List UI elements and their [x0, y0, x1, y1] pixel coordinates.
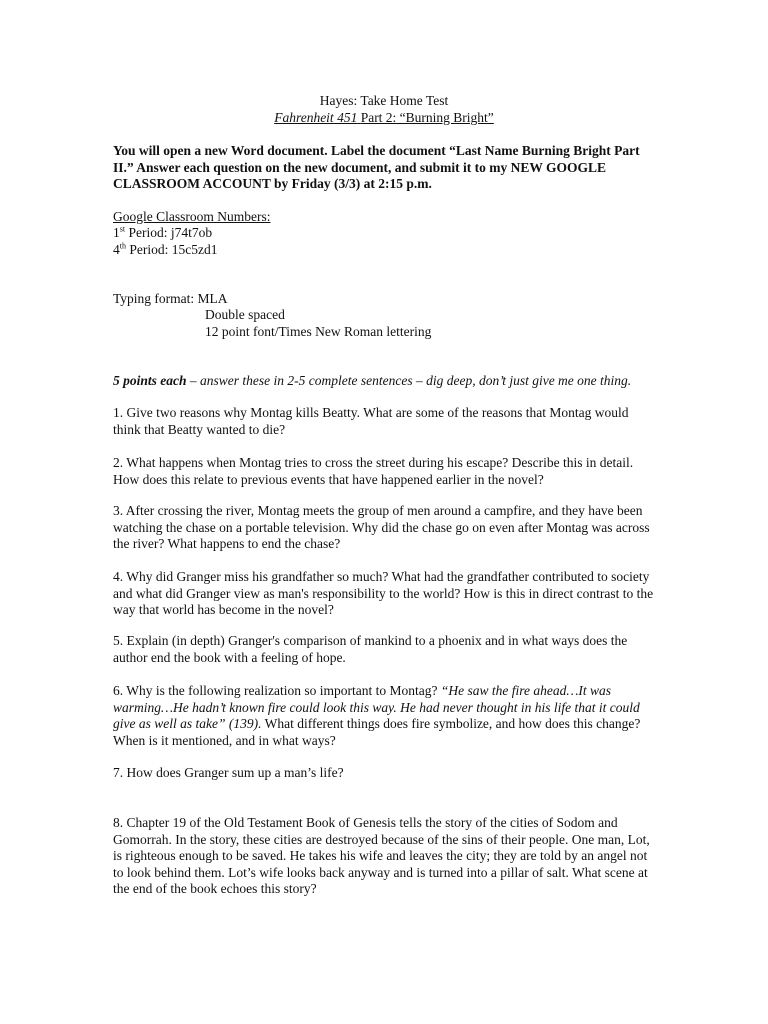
points-instruction: [113, 373, 658, 390]
question-3: 3. After crossing the river, Montag meets the group of men around a campfire, and they have been watching the chase on a portable television. Why did the chase go on even after Montag was across the river? What happens to end the chase?: [113, 503, 650, 551]
period-4-code: [113, 242, 658, 259]
question-4: 4. Why did Granger miss his grandfather so much? What had the grandfather contributed to society and what did Granger view as man's responsibility to the world? How is this in direct contrast to the way that world has become in the novel?: [113, 569, 654, 617]
part-title: Part 2: “Burning Bright”: [360, 110, 494, 125]
question-1: 1. Give two reasons why Montag kills Beatty. What are some of the reasons that Montag would think that Beatty wanted to die?: [113, 405, 629, 437]
question-2: 2. What happens when Montag tries to cross the street during his escape? Describe this in detail. How does this relate to previous events that have happened earlier in the novel?: [113, 455, 634, 487]
period-4-num: 4: [113, 242, 120, 257]
format-line-2: Double spaced: [205, 307, 285, 322]
period-1-num: 1: [113, 225, 120, 240]
points-rest: – answer these in 2-5 complete sentences – dig deep, don’t just give me one thing.: [186, 373, 632, 388]
question-8: 8. Chapter 19 of the Old Testament Book of Genesis tells the story of the cities of Sodom and Gomorrah. In the story, these cities are destroyed because of the sins of their people. One man, Lot, is righteous enough to be saved. He takes his wife and leaves the city; they are told by an angel not to look behind them. Lot’s wife looks back anyway and is turned into a pillar of salt. What scene at the end of the book echoes this story?: [113, 815, 650, 896]
question-5: 5. Explain (in depth) Granger's comparison of mankind to a phoenix and in what ways does the author end the book with a feeling of hope.: [113, 633, 628, 665]
period-1-label: Period: j74t7ob: [128, 225, 213, 240]
instructions: You will open a new Word document. Label the document “Last Name Burning Bright Part II.” Answer each question on the new document, and submit it to my NEW GOOGLE CLASSROOM ACCOUNT by Friday (3/3) at 2:15 p.m.: [113, 143, 640, 191]
subtitle-underline: [274, 110, 494, 125]
test-title: Hayes: Take Home Test: [319, 93, 449, 108]
period-1-sup: st: [119, 224, 126, 234]
format-line-1: Typing format: MLA: [113, 291, 228, 306]
period-4-label: Period: 15c5zd1: [129, 242, 218, 257]
period-1-code: [113, 225, 658, 242]
period-4-sup: th: [119, 241, 126, 251]
book-title: Fahrenheit 451: [274, 110, 358, 125]
question-6-post: What different things does fire symbolize, and how does this change? When is it mentioned, and in what ways?: [113, 716, 641, 748]
classroom-heading: Google Classroom Numbers:: [113, 209, 271, 224]
question-6: [113, 683, 658, 749]
test-subtitle: [0, 110, 768, 127]
question-6-quote: “He saw the fire ahead…It was warming…He hadn’t known fire could look this way. He had never thought in his life that it could give as well as take” (139).: [113, 683, 640, 731]
format-line-3: 12 point font/Times New Roman lettering: [205, 324, 432, 339]
question-7: 7. How does Granger sum up a man’s life?: [113, 765, 344, 780]
question-6-pre: 6. Why is the following realization so important to Montag?: [113, 683, 441, 698]
points-bold: 5 points each: [113, 373, 187, 388]
